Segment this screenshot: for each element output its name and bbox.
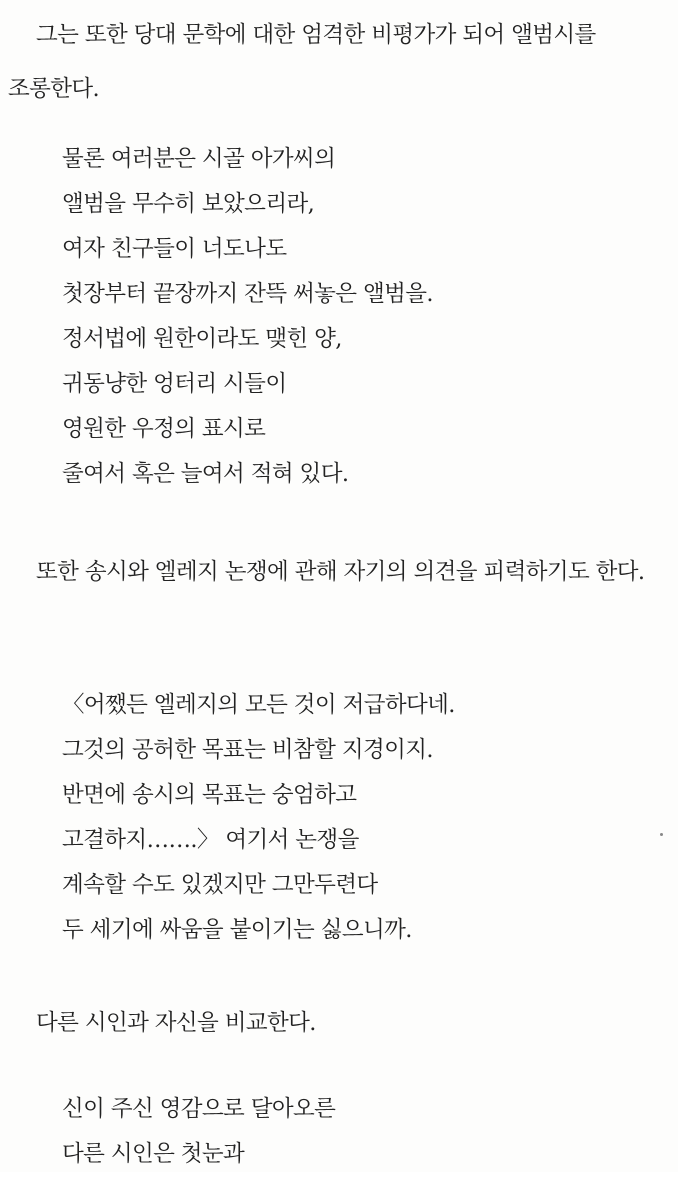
verse-line: 신이 주신 영감으로 달아오른 <box>62 1096 336 1122</box>
verse-line: 그것의 공허한 목표는 비참할 지경이지. <box>62 737 433 763</box>
verse-block <box>62 1087 335 1177</box>
verse-block <box>62 683 455 953</box>
verse-line: 물론 여러분은 시골 아가씨의 <box>62 146 336 172</box>
verse-line: 고결하지…….〉 여기서 논쟁을 <box>62 827 359 853</box>
verse-line: 계속할 수도 있겠지만 그만두련다 <box>62 872 378 898</box>
prose-paragraph: 그는 또한 당대 문학에 대한 엄격한 비평가가 되어 앨범시를 조롱한다. <box>8 22 596 102</box>
verse-line: 첫장부터 끝장까지 잔뜩 써놓은 앨범을. <box>62 281 433 307</box>
prose-paragraph: 또한 송시와 엘레지 논쟁에 관해 자기의 의견을 피력하기도 한다. <box>36 559 645 585</box>
prose-paragraph: 다른 시인과 자신을 비교한다. <box>36 1010 316 1036</box>
verse-line: 두 세기에 싸움을 붙이기는 싫으니까. <box>62 917 412 943</box>
verse-line: 정서법에 원한이라도 맺힌 양, <box>62 326 342 352</box>
scan-speck <box>660 833 663 836</box>
verse-line: 반면에 송시의 목표는 숭엄하고 <box>62 782 357 808</box>
verse-line: 다른 시인은 첫눈과 <box>62 1141 245 1167</box>
verse-line: 영원한 우정의 표시로 <box>62 416 266 442</box>
verse-line: 여자 친구들이 너도나도 <box>62 236 287 262</box>
verse-block <box>62 137 433 497</box>
verse-line: 앨범을 무수히 보았으리라, <box>62 191 315 217</box>
verse-line: 귀동냥한 엉터리 시들이 <box>62 371 287 397</box>
verse-line: 〈어쨌든 엘레지의 모든 것이 저급하다네. <box>62 692 455 718</box>
verse-line: 줄여서 혹은 늘여서 적혀 있다. <box>62 461 349 487</box>
